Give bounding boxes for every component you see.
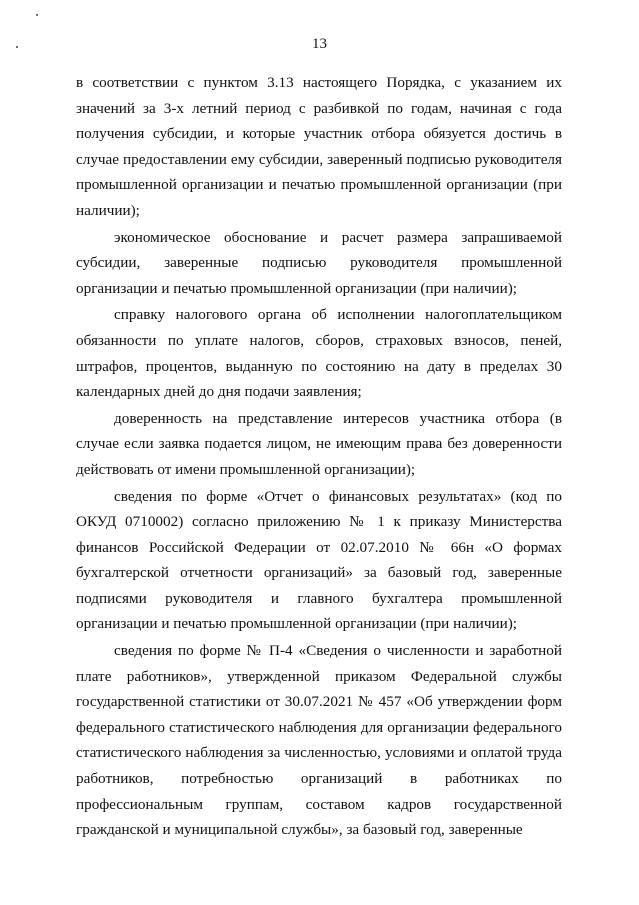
paragraph-tax-certificate: справку налогового органа об исполнении налогоплательщиком обязанности по уплате налогов, сборов, страховых взносов, пеней, штрафов, процентов, выданную по состоянию на дату в пределах 30 календарных дней до дня подачи заявления;: [76, 306, 562, 401]
page-number: 13: [312, 36, 327, 52]
paragraph-p4-form: сведения по форме № П-4 «Сведения о численности и заработной плате работников», утвержденной приказом Федеральной службы государственной статистики от 30.07.2021 № 457 «Об утверждении форм федерального статистического наблюдения для организации федерального статистического наблюдения за численностью, условиями и оплатой труда работников, потребностью организаций в работниках по профессиональным группам, составом кадров государственной гражданской и муниципальной службы», за базовый год, заверенные: [76, 642, 562, 839]
paragraph-economic-justification: экономическое обоснование и расчет размера запрашиваемой субсидии, заверенные подписью руководителя промышленной организации и печатью промышленной организации (при наличии);: [76, 228, 562, 297]
scan-speck: [36, 14, 38, 16]
document-body: [76, 70, 562, 843]
paragraph-continuation: в соответствии с пунктом 3.13 настоящего Порядка, с указанием их значений за 3-х летний период с разбивкой по годам, начиная с года получения субсидии, и которые участник отбора обязуется достичь в случае предоставлении ему субсидии, заверенный подписью руководителя промышленной организации и печатью промышленной организации (при наличии);: [76, 74, 562, 219]
paragraph-financial-results: сведения по форме «Отчет о финансовых результатах» (код по ОКУД 0710002) согласно приложению № 1 к приказу Министерства финансов Российской Федерации от 02.07.2010 № 66н «О формах бухгалтерской отчетности организаций» за базовый год, заверенные подписями руководителя и главного бухгалтера промышленной организации и печатью промышленной организации (при наличии);: [76, 487, 562, 633]
paragraph-power-of-attorney: доверенность на представление интересов участника отбора (в случае если заявка подается лицом, не имеющим права без доверенности действовать от имени промышленной организации);: [76, 409, 562, 478]
